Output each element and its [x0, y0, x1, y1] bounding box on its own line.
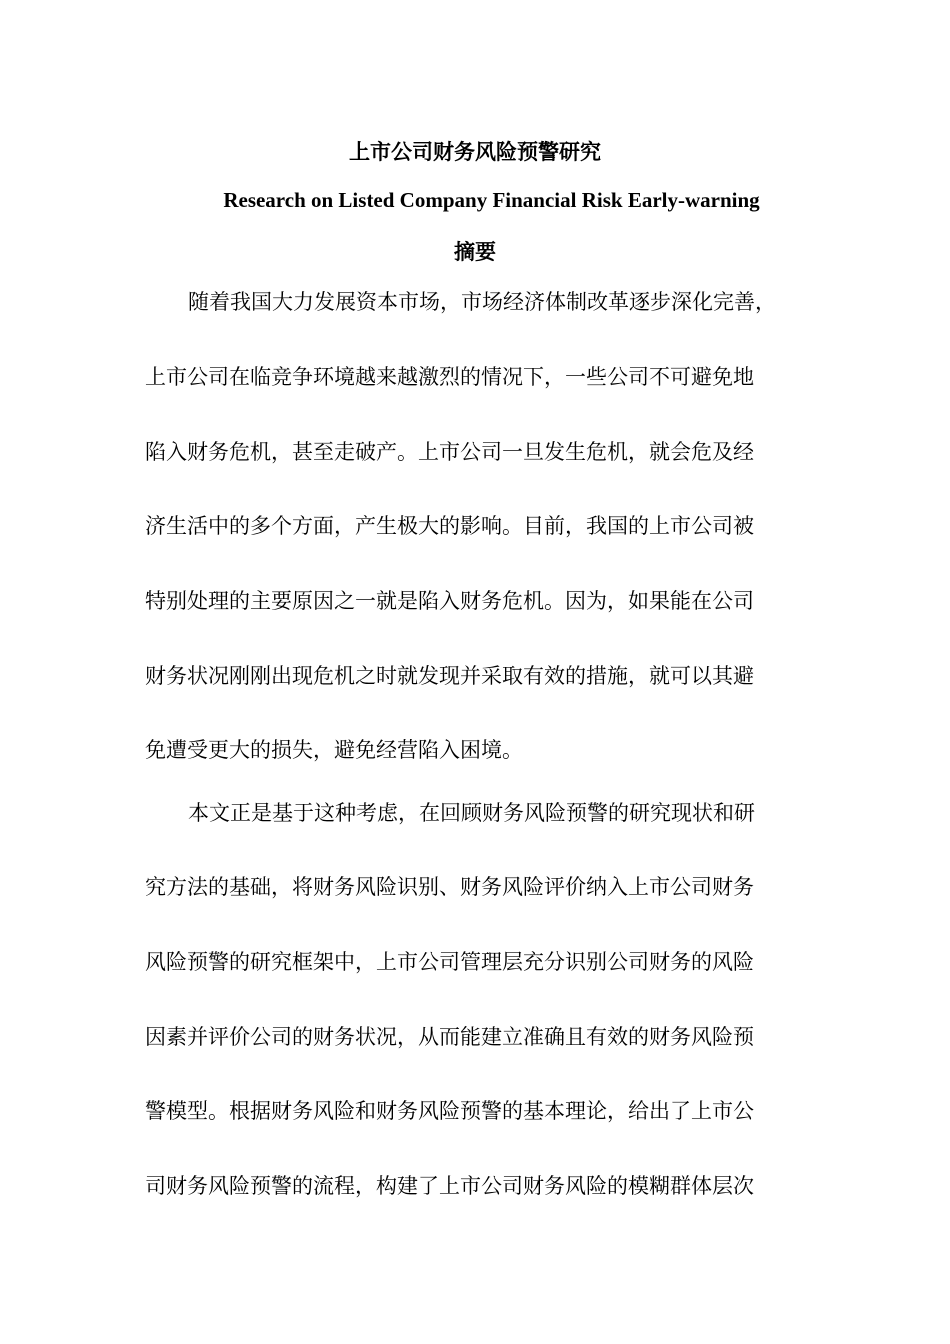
paragraph-line: 上市公司在临竞争环境越来越激烈的情况下，一些公司不可避免地 [145, 365, 754, 389]
paragraph-line: 济生活中的多个方面，产生极大的影响。目前，我国的上市公司被 [145, 514, 754, 538]
paragraph-line: 因素并评价公司的财务状况，从而能建立准确且有效的财务风险预 [145, 1025, 754, 1049]
paragraph-line: 财务状况刚刚出现危机之时就发现并采取有效的措施，就可以其避 [145, 664, 754, 688]
paragraph-line: 警模型。根据财务风险和财务风险预警的基本理论，给出了上市公 [145, 1099, 754, 1123]
paragraph-line: 本文正是基于这种考虑，在回顾财务风险预警的研究现状和研 [188, 801, 755, 825]
paragraph-line: 陷入财务危机，甚至走破产。上市公司一旦发生危机，就会危及经 [145, 440, 754, 464]
paragraph-line: 免遭受更大的损失，避免经营陷入困境。 [145, 738, 523, 762]
paragraph-line: 究方法的基础，将财务风险识别、财务风险评价纳入上市公司财务 [145, 875, 754, 899]
title-chinese: 上市公司财务风险预警研究 [349, 140, 601, 164]
paragraph-line: 随着我国大力发展资本市场，市场经济体制改革逐步深化完善， [188, 290, 776, 314]
paragraph-line: 风险预警的研究框架中，上市公司管理层充分识别公司财务的风险 [145, 950, 754, 974]
abstract-heading: 摘要 [454, 240, 496, 264]
paragraph-line: 特别处理的主要原因之一就是陷入财务危机。因为，如果能在公司 [145, 589, 754, 613]
title-english: Research on Listed Company Financial Risk Early-warning [223, 188, 760, 212]
paragraph-line: 司财务风险预警的流程，构建了上市公司财务风险的模糊群体层次 [145, 1174, 754, 1198]
